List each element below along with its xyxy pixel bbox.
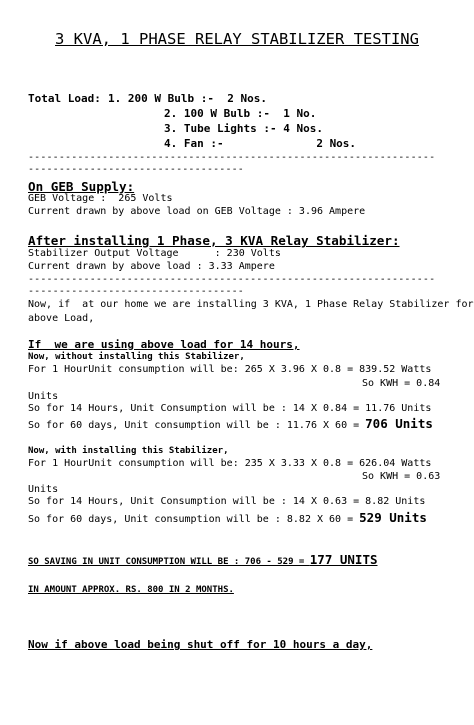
geb-current: Current drawn by above load on GEB Voltage : 3.96 Ampere <box>28 206 366 217</box>
geb-voltage: GEB Voltage : 265 Volts <box>28 193 173 204</box>
without-kwh: So KWH = 0.84 <box>362 378 441 389</box>
without-60-days <box>28 418 433 432</box>
shutoff-heading: Now if above load being shut off for 10 hours a day, <box>28 638 373 651</box>
stabilizer-voltage: Stabilizer Output Voltage : 230 Volts <box>28 248 281 259</box>
with-60-days-text: So for 60 days, Unit consumption will be : 8.82 X 60 = <box>28 514 360 525</box>
page-title: 3 KVA, 1 PHASE RELAY STABILIZER TESTING <box>55 30 419 48</box>
saving-text: SO SAVING IN UNIT CONSUMPTION WILL BE : 706 - 529 = <box>28 557 310 567</box>
without-result: 706 Units <box>365 416 433 431</box>
stabilizer-heading: After installing 1 Phase, 3 KVA Relay Stabilizer: <box>28 233 400 248</box>
total-load-label: Total Load: <box>28 92 101 105</box>
without-14-hours: So for 14 Hours, Unit Consumption will be : 14 X 0.84 = 11.76 Units <box>28 403 432 414</box>
separator: ------------------------------------------------------------------ <box>28 274 436 285</box>
amount-line: IN AMOUNT APPROX. RS. 800 IN 2 MONTHS. <box>28 585 234 595</box>
load-item-4: 4. Fan :- 2 Nos. <box>164 137 357 150</box>
separator: ------------------------------------------------------------------ <box>28 152 436 163</box>
load-item-1: 1. 200 W Bulb :- 2 Nos. <box>108 92 267 105</box>
hours-heading: If we are using above load for 14 hours, <box>28 338 300 351</box>
load-item-3: 3. Tube Lights :- 4 Nos. <box>164 122 323 135</box>
without-heading: Now, without installing this Stabilizer, <box>28 352 245 362</box>
with-units: Units <box>28 484 59 495</box>
with-heading: Now, with installing this Stabilizer, <box>28 446 229 456</box>
with-60-days <box>28 512 427 526</box>
with-14-hours: So for 14 Hours, Unit Consumption will be : 14 X 0.63 = 8.82 Units <box>28 496 426 507</box>
without-60-days-text: So for 60 days, Unit consumption will be : 11.76 X 60 = <box>28 420 366 431</box>
with-kwh: So KWH = 0.63 <box>362 471 441 482</box>
without-hour-line: For 1 HourUnit consumption will be: 265 X 3.96 X 0.8 = 839.52 Watts <box>28 364 432 375</box>
without-units: Units <box>28 391 59 402</box>
with-result: 529 Units <box>359 510 427 525</box>
with-hour-line: For 1 HourUnit consumption will be: 235 X 3.33 X 0.8 = 626.04 Watts <box>28 458 432 469</box>
geb-heading: On GEB Supply: <box>28 179 135 194</box>
separator: ----------------------------------- <box>28 164 244 175</box>
load-item-2: 2. 100 W Bulb :- 1 No. <box>164 107 317 120</box>
saving-line <box>28 554 378 568</box>
intro-line: above Load, <box>28 313 95 324</box>
separator: ----------------------------------- <box>28 286 244 297</box>
intro-line: Now, if at our home we are installing 3 KVA, 1 Phase Relay Stabilizer for <box>28 299 474 310</box>
saving-result: 177 UNITS <box>309 552 378 567</box>
stabilizer-current: Current drawn by above load : 3.33 Ampere <box>28 261 275 272</box>
